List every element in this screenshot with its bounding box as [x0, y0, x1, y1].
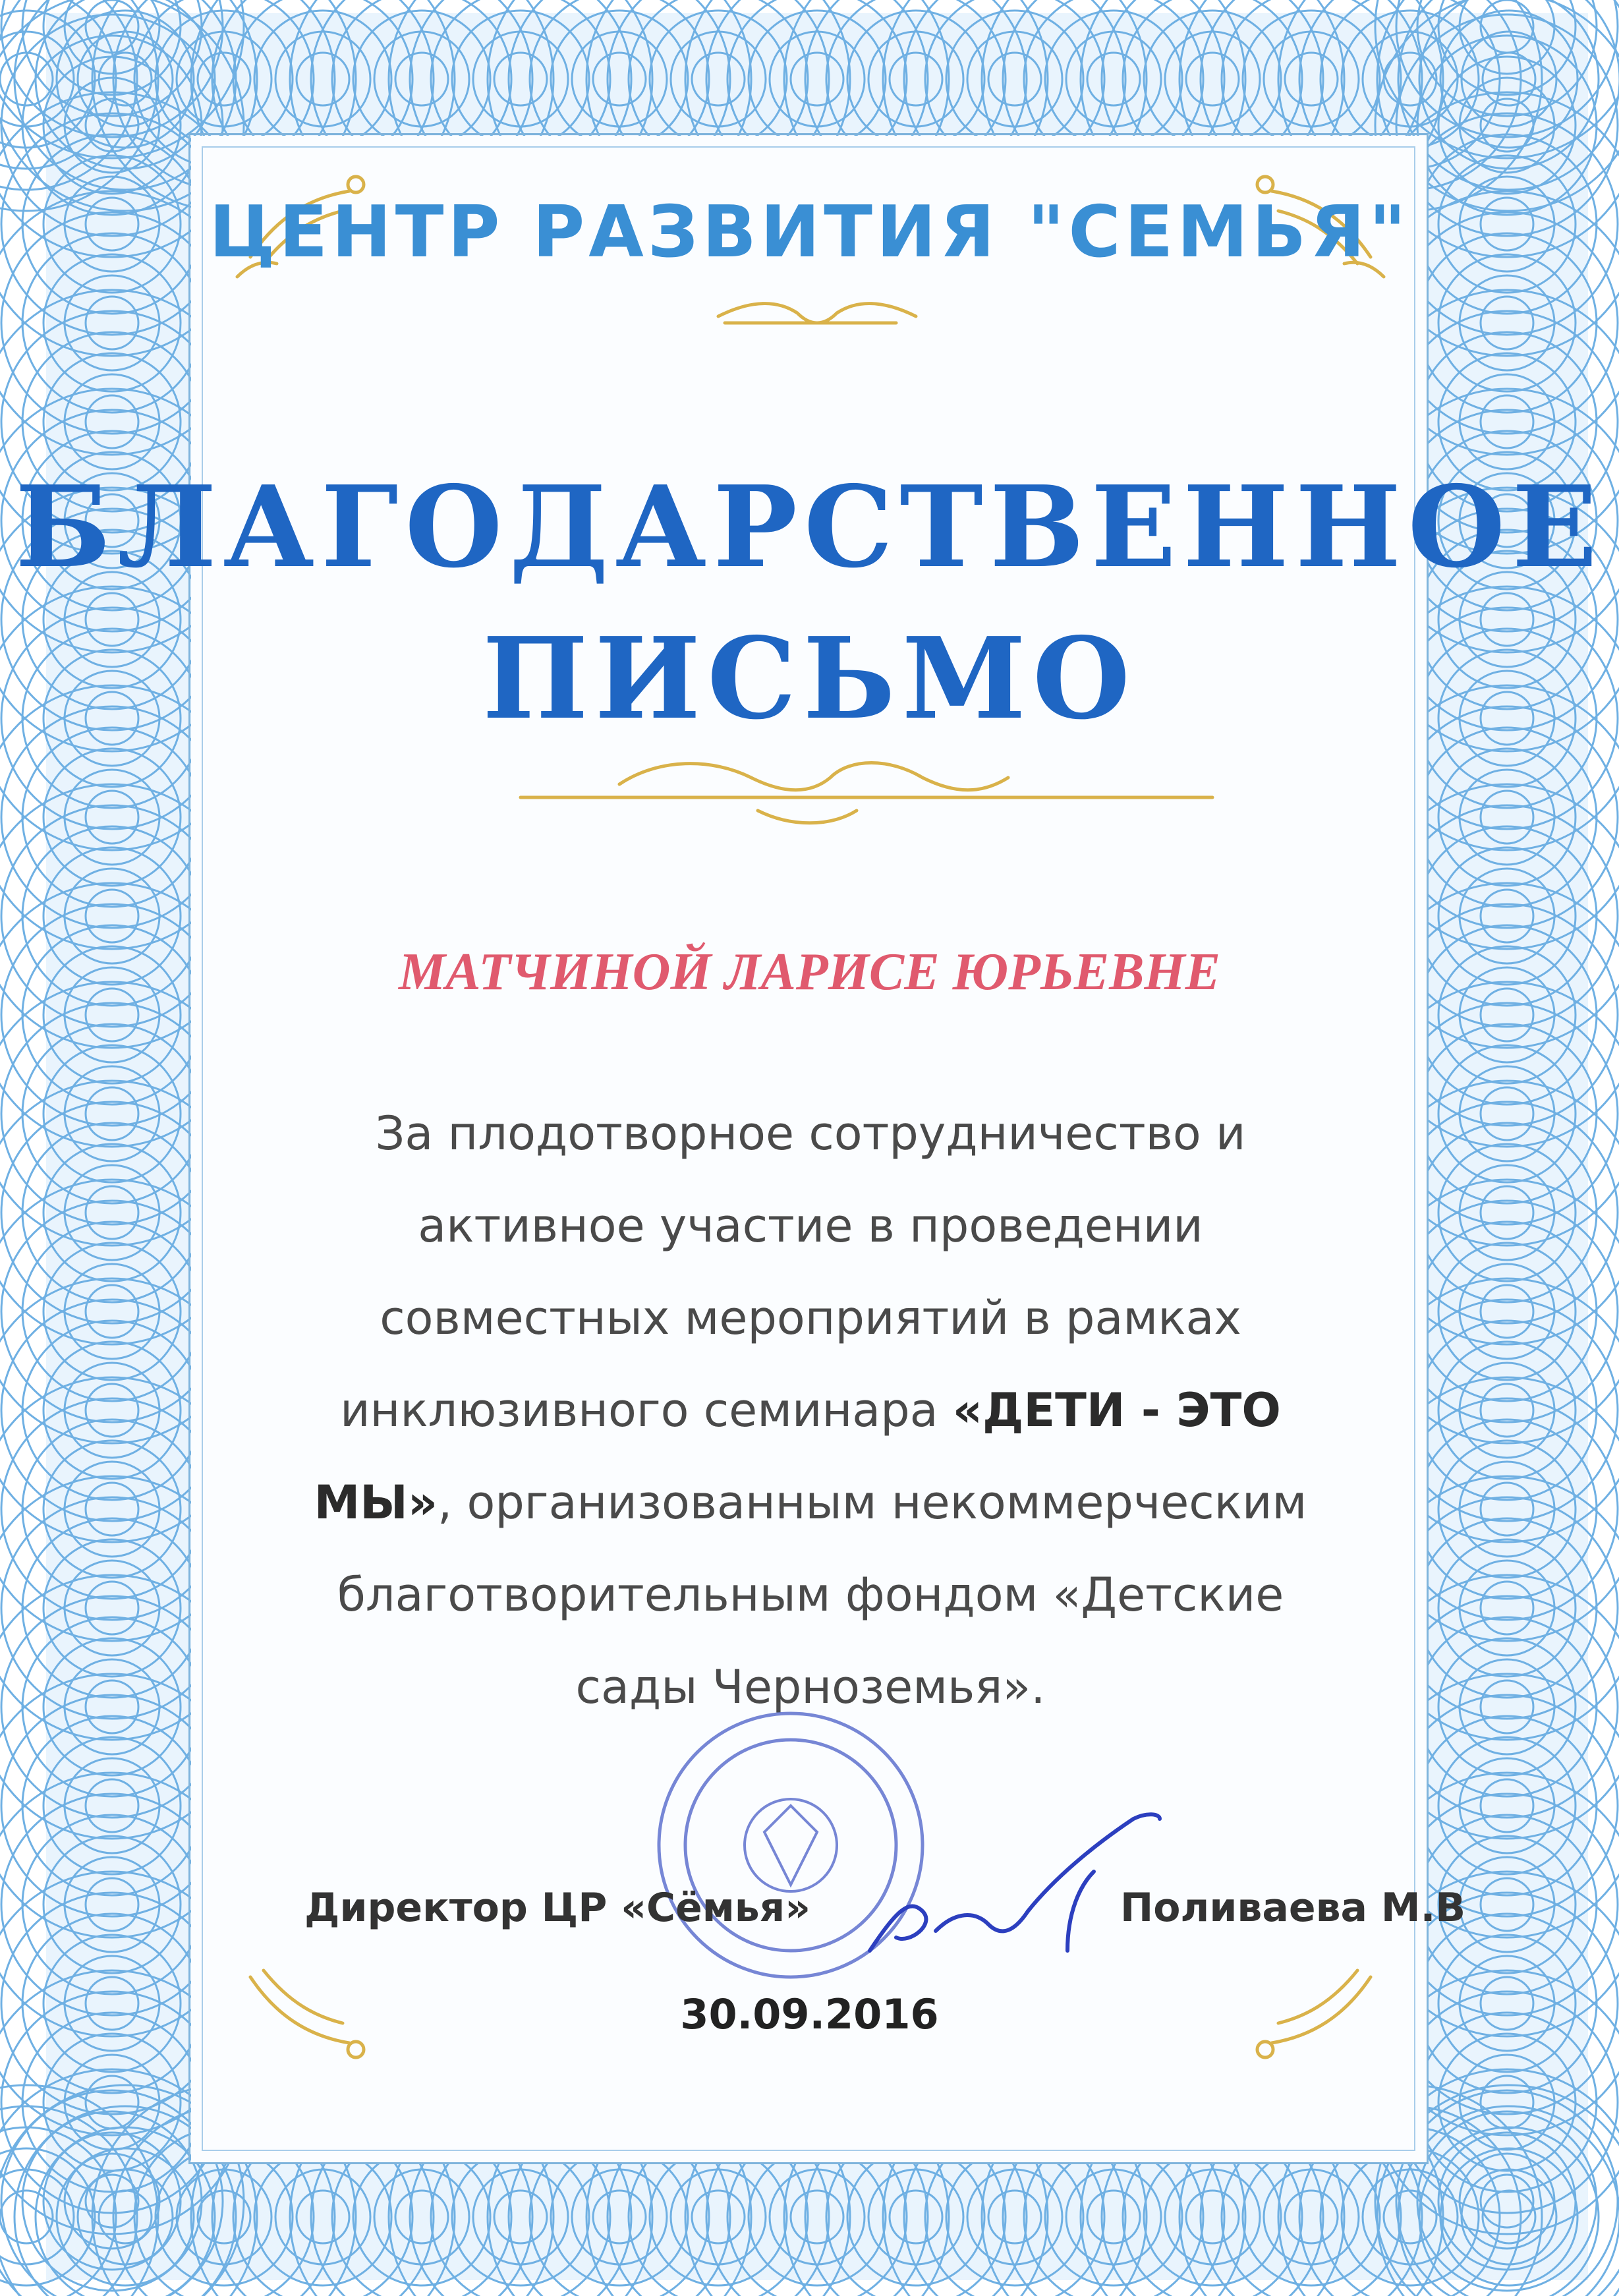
recipient-name: МАТЧИНОЙ ЛАРИСЕ ЮРЬЕВНЕ — [398, 943, 1221, 1001]
issue-date: 30.09.2016 — [680, 1990, 939, 2038]
gratitude-text-part2: , организованным некоммерческим благотворительным фондом «Детские сады Черноземья». — [337, 1476, 1307, 1714]
seminar-name: «ДЕТИ - ЭТО МЫ» — [314, 1383, 1281, 1530]
organization-name: ЦЕНТР РАЗВИТИЯ "СЕМЬЯ" — [209, 191, 1410, 273]
gratitude-text — [277, 1087, 1344, 1733]
signatory-name: Поливаева М.В — [1120, 1885, 1466, 1931]
document-title-line1: БЛАГОДАРСТВЕННОЕ — [15, 461, 1604, 593]
signatory-position: Директор ЦР «Сёмья» — [304, 1885, 810, 1931]
document-title-line2: ПИСЬМО — [482, 613, 1137, 745]
gratitude-text-part1: За плодотворное сотрудничество и активное участие в проведении совместных мероприятий в рамках инклюзивного семинара — [340, 1106, 1246, 1437]
